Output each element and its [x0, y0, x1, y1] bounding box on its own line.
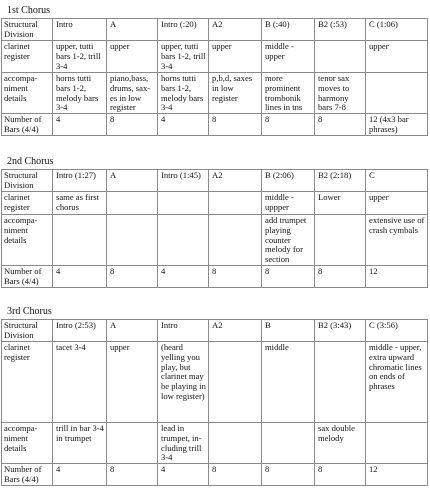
table-cell: piano,bass, drums, sax-es in low register	[107, 73, 158, 114]
row-header: Structural Division	[2, 320, 53, 342]
table-cell	[158, 192, 209, 215]
table-cell: upper	[209, 41, 262, 73]
table-cell: A2	[209, 19, 262, 41]
table-cell	[315, 342, 366, 423]
table-cell	[107, 192, 158, 215]
table-cell: middle - upper, extra upward chromatic lines on ends of phrases	[366, 342, 428, 423]
table-cell: horns tutti bars 1-2, melody bars 3-4	[53, 73, 107, 114]
chorus-1-table	[1, 18, 428, 136]
table-cell: middle - upper	[262, 41, 315, 73]
table-cell: 8	[209, 266, 262, 288]
table-cell: B (2:06)	[262, 170, 315, 192]
table-row	[2, 19, 428, 41]
table-cell: 8	[315, 266, 366, 288]
chorus-1-title: 1st Chorus	[7, 5, 51, 16]
table-cell	[315, 41, 366, 73]
table-cell: C (1:06)	[366, 19, 428, 41]
row-header: clarinet register	[2, 41, 53, 73]
table-cell: sax double melody	[315, 423, 366, 464]
row-header: Number of Bars (4/4)	[2, 464, 53, 486]
table-row	[2, 464, 428, 486]
table-cell: B2 (2:18)	[315, 170, 366, 192]
row-header: accompa-niment details	[2, 423, 53, 464]
table-cell: 4	[53, 464, 107, 486]
table-cell: B2 (3:43)	[315, 320, 366, 342]
table-cell: upper	[366, 41, 428, 73]
chorus-2-table	[1, 169, 428, 288]
chorus-3-table	[1, 319, 428, 486]
table-cell: middle	[262, 342, 315, 423]
table-cell: 4	[53, 266, 107, 288]
table-cell: middle - uppper	[262, 192, 315, 215]
row-header: Number of Bars (4/4)	[2, 266, 53, 288]
table-cell: B	[262, 320, 315, 342]
table-cell: Intro (2:53)	[53, 320, 107, 342]
table-row	[2, 114, 428, 136]
table-cell	[209, 342, 262, 423]
table-cell: 12	[366, 464, 428, 486]
table-cell: 8	[262, 266, 315, 288]
table-cell: more prominent trombonik lines in tns	[262, 73, 315, 114]
table-row	[2, 423, 428, 464]
table-cell: trill in bar 3-4 in trumpet	[53, 423, 107, 464]
table-cell	[209, 192, 262, 215]
table-cell: 8	[262, 464, 315, 486]
table-row	[2, 215, 428, 266]
table-cell: extensive use of crash cymbals	[366, 215, 428, 266]
table-cell: Intro	[53, 19, 107, 41]
row-header: accompa-niment details	[2, 215, 53, 266]
table-cell: 4	[158, 114, 209, 136]
table-cell: 12 (4x3 bar phrases)	[366, 114, 428, 136]
table-cell	[209, 215, 262, 266]
table-row	[2, 170, 428, 192]
table-cell: 8	[107, 114, 158, 136]
table-cell: 4	[158, 464, 209, 486]
table-cell: B (:40)	[262, 19, 315, 41]
table-cell: 8	[315, 114, 366, 136]
table-cell: 4	[158, 266, 209, 288]
table-cell	[315, 215, 366, 266]
row-header: accompa-niment details	[2, 73, 53, 114]
table-cell: Intro	[158, 320, 209, 342]
table-cell: upper	[366, 192, 428, 215]
table-cell	[158, 215, 209, 266]
table-cell: 8	[315, 464, 366, 486]
table-cell: Lower	[315, 192, 366, 215]
row-header: Structural Division	[2, 19, 53, 41]
table-cell: A	[107, 170, 158, 192]
table-row	[2, 192, 428, 215]
table-cell: 4	[53, 114, 107, 136]
table-cell	[209, 423, 262, 464]
table-cell: 8	[209, 464, 262, 486]
table-cell: Intro (1:45)	[158, 170, 209, 192]
row-header: Number of Bars (4/4)	[2, 114, 53, 136]
table-cell: tenor sax moves to harmony bars 7-8	[315, 73, 366, 114]
table-cell	[107, 423, 158, 464]
table-cell: upper	[107, 41, 158, 73]
table-cell: same as first chorus	[53, 192, 107, 215]
row-header: clarinet register	[2, 192, 53, 215]
table-cell: 8	[107, 266, 158, 288]
table-cell: A	[107, 320, 158, 342]
table-cell: C	[366, 170, 428, 192]
table-cell: Intro (1:27)	[53, 170, 107, 192]
table-cell: A	[107, 19, 158, 41]
table-cell	[262, 423, 315, 464]
table-row	[2, 73, 428, 114]
table-cell: 12	[366, 266, 428, 288]
table-row	[2, 320, 428, 342]
table-cell: 8	[262, 114, 315, 136]
row-header: clarinet register	[2, 342, 53, 423]
table-cell: A2	[209, 170, 262, 192]
table-cell: Intro (:20)	[158, 19, 209, 41]
table-cell: A2	[209, 320, 262, 342]
table-cell: upper, tutti bars 1-2, trill 3-4	[158, 41, 209, 73]
table-row	[2, 342, 428, 423]
table-cell	[366, 423, 428, 464]
table-cell	[366, 73, 428, 114]
table-row	[2, 266, 428, 288]
table-cell: add trumpet playing counter melody for section	[262, 215, 315, 266]
table-cell	[53, 215, 107, 266]
chorus-3-title: 3rd Chorus	[7, 306, 52, 317]
table-cell: (heard yelling you play, but clarinet may be playing in low register)	[158, 342, 209, 423]
row-header: Structural Division	[2, 170, 53, 192]
table-cell: upper	[107, 342, 158, 423]
table-row	[2, 41, 428, 73]
table-cell: C (3:56)	[366, 320, 428, 342]
table-cell: tacet 3-4	[53, 342, 107, 423]
table-cell	[107, 215, 158, 266]
table-cell: lead in trumpet, in-cluding trill 3-4	[158, 423, 209, 464]
table-cell: B2 (:53)	[315, 19, 366, 41]
table-cell: 8	[209, 114, 262, 136]
chorus-2-title: 2nd Chorus	[7, 156, 54, 167]
table-cell: upper, tutti bars 1-2, trill 3-4	[53, 41, 107, 73]
table-cell: 8	[107, 464, 158, 486]
table-cell: p,b,d, saxes in low register	[209, 73, 262, 114]
table-cell: horns tutti bars 1-2, melody bars 3-4	[158, 73, 209, 114]
